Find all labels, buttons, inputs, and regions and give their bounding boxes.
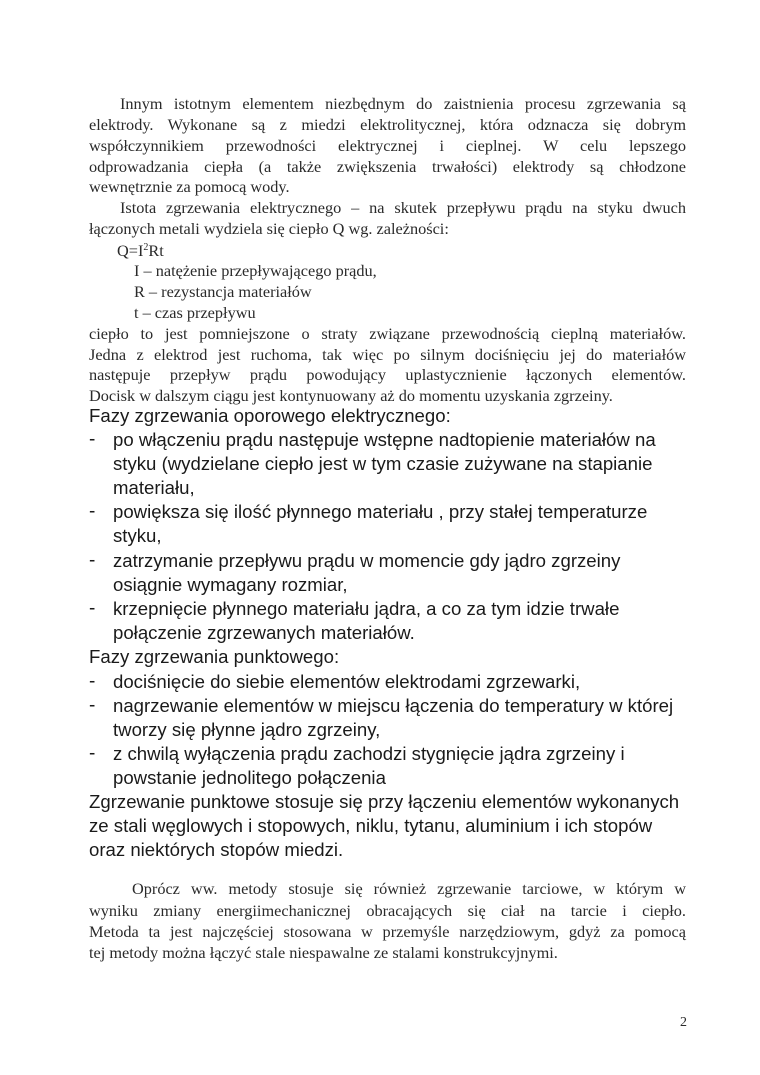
paragraph-line: Innym istotnym elementem niezbędnym do zaistnienia procesu zgrzewania są xyxy=(120,94,686,113)
list-item-continuation: styku, xyxy=(113,525,162,546)
bullet-dash: - xyxy=(89,743,96,764)
applications-line: oraz niektórych stopów miedzi. xyxy=(89,839,344,860)
section-heading-spot: Fazy zgrzewania punktowego: xyxy=(89,646,340,667)
paragraph-line: Docisk w dalszym ciągu jest kontynuowany aż do momentu uzyskania zgrzeiny. xyxy=(89,386,613,405)
applications-line: ze stali węglowych i stopowych, niklu, tytanu, aluminium i ich stopów xyxy=(89,815,653,836)
page-number: 2 xyxy=(680,1015,687,1030)
paragraph-line: Metoda ta jest najczęściej stosowana w przemyśle narzędziowym, gdyż za pomocą xyxy=(89,922,686,941)
bullet-dash: - xyxy=(89,695,96,716)
list-item: krzepnięcie płynnego materiału jądra, a co za tym idzie trwałe xyxy=(113,598,620,619)
list-item-continuation: materiału, xyxy=(113,477,195,498)
list-item: powiększa się ilość płynnego materiału , przy stałej temperaturze xyxy=(113,501,648,522)
bullet-dash: - xyxy=(89,671,96,692)
list-item-continuation: połączenie zgrzewanych materiałów. xyxy=(113,622,415,643)
list-item: po włączeniu prądu następuje wstępne nadtopienie materiałów na xyxy=(113,429,656,450)
paragraph-line: tej metody można łączyć stale niespawalne ze stalami konstrukcyjnymi. xyxy=(89,943,558,962)
paragraph-line: współczynnikiem przewodności elektrycznej i cieplnej. W celu lepszego xyxy=(89,136,686,155)
applications-line: Zgrzewanie punktowe stosuje się przy łączeniu elementów wykonanych xyxy=(89,791,680,812)
list-item-continuation: tworzy się płynne jądro zgrzeiny, xyxy=(113,719,381,740)
paragraph-line: wewnętrznie za pomocą wody. xyxy=(89,177,290,196)
formula-legend-time: t – czas przepływu xyxy=(134,303,256,322)
list-item: z chwilą wyłączenia prądu zachodzi stygnięcie jądra zgrzeiny i xyxy=(113,743,625,764)
bullet-dash: - xyxy=(89,550,96,571)
paragraph-line: następuje przepływ prądu powodujący uplastycznienie łączonych elementów. xyxy=(89,365,686,384)
paragraph-line: Oprócz ww. metody stosuje się również zgrzewanie tarciowe, w którym w xyxy=(132,879,686,898)
bullet-dash: - xyxy=(89,501,96,522)
paragraph-line: Istota zgrzewania elektrycznego – na skutek przepływu prądu na styku dwuch xyxy=(120,198,686,217)
list-item-continuation: powstanie jednolitego połączenia xyxy=(113,767,386,788)
list-item-continuation: styku (wydzielane ciepło jest w tym czasie zużywane na stapianie xyxy=(113,453,653,474)
formula-legend-current: I – natężenie przepływającego prądu, xyxy=(134,261,377,280)
paragraph-line: łączonych metali wydziela się ciepło Q wg. zależności: xyxy=(89,219,449,238)
formula-legend-resistance: R – rezystancja materiałów xyxy=(134,282,312,301)
section-heading-resistance: Fazy zgrzewania oporowego elektrycznego: xyxy=(89,405,451,426)
paragraph-line: Jedna z elektrod jest ruchoma, tak więc po silnym dociśnięciu jej do materiałów xyxy=(89,345,686,364)
list-item: nagrzewanie elementów w miejscu łączenia do temperatury w której xyxy=(113,695,674,716)
heat-formula: $Q=I^2Rt$ xyxy=(117,241,164,260)
paragraph-line: ciepło to jest pomniejszone o straty związane przewodnością cieplną materiałów. xyxy=(89,324,686,343)
list-item-continuation: osiągnie wymagany rozmiar, xyxy=(113,574,348,595)
bullet-dash: - xyxy=(89,429,96,450)
bullet-dash: - xyxy=(89,598,96,619)
list-item: dociśnięcie do siebie elementów elektrodami zgrzewarki, xyxy=(113,671,581,692)
paragraph-line: elektrody. Wykonane są z miedzi elektrolitycznej, która odznacza się dobrym xyxy=(89,115,686,134)
paragraph-line: odprowadzania ciepła (a także zwiększenia trwałości) elektrody są chłodzone xyxy=(89,157,686,176)
list-item: zatrzymanie przepływu prądu w momencie gdy jądro zgrzeiny xyxy=(113,550,621,571)
paragraph-line: wyniku zmiany energiimechanicznej obracających się ciał na tarcie i ciepło. xyxy=(89,901,686,920)
